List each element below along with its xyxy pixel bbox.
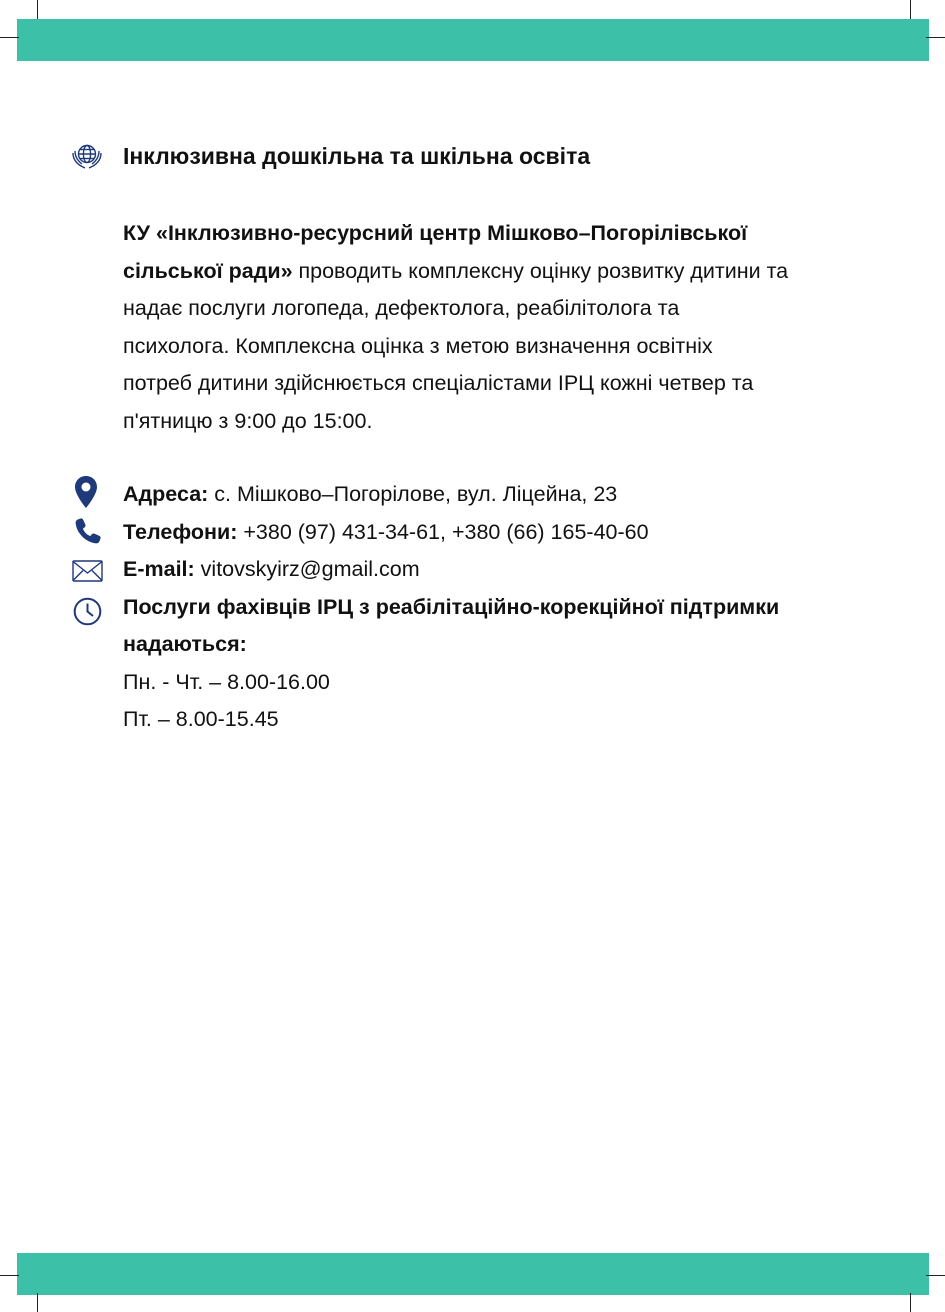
description-line: психолога. Комплексна оцінка з метою визначення освітніх — [123, 333, 713, 358]
address-line — [123, 476, 617, 514]
bottom-accent-band — [17, 1253, 929, 1295]
crop-mark — [37, 1293, 38, 1312]
hours-label-continued: надаються: — [123, 632, 247, 656]
phones-label: Телефони: — [123, 520, 238, 544]
envelope-icon — [72, 560, 103, 582]
hours-weekdays: Пн. - Чт. – 8.00-16.00 — [123, 670, 330, 694]
crop-mark — [37, 0, 38, 19]
address-value: с. Мішково–Погорілове, вул. Ліцейна, 23 — [208, 482, 618, 506]
phones-value: +380 (97) 431-34-61, +380 (66) 165-40-60 — [237, 520, 649, 544]
crop-mark — [910, 0, 911, 19]
hours-label: Послуги фахівців ІРЦ з реабілітаційно-корекційної підтримки — [123, 595, 780, 619]
description-line: потреб дитини здійснюється спеціалістами ІРЦ кожні четвер та — [123, 371, 754, 395]
description-line: сільської ради» проводить комплексну оцінку розвитку дитини та — [123, 258, 789, 283]
email-label: E-mail: — [123, 557, 195, 581]
description-paragraph — [123, 215, 893, 440]
description-line: КУ «Інклюзивно-ресурсний центр Мішково–Погорілівської — [123, 221, 748, 245]
location-pin-icon — [74, 475, 98, 509]
phone-icon — [74, 517, 102, 545]
phones-line — [123, 514, 649, 552]
crop-mark — [0, 1275, 19, 1276]
email-line — [123, 551, 420, 589]
description-line: п'ятницю з 9:00 до 15:00. — [123, 408, 373, 433]
description-line: надає послуги логопеда, дефектолога, реабілітолога та — [123, 296, 680, 320]
email-value[interactable]: vitovskyirz@gmail.com — [194, 557, 420, 581]
clock-icon — [73, 597, 102, 626]
crop-mark — [926, 37, 945, 38]
crop-mark — [926, 1275, 945, 1276]
crop-mark — [910, 1293, 911, 1312]
hands-globe-icon — [71, 141, 103, 171]
hours-friday: Пт. – 8.00-15.45 — [123, 707, 279, 731]
crop-mark — [0, 37, 19, 38]
section-title: Інклюзивна дошкільна та шкільна освіта — [123, 143, 591, 169]
top-accent-band — [17, 19, 929, 61]
address-label: Адреса: — [123, 482, 209, 506]
